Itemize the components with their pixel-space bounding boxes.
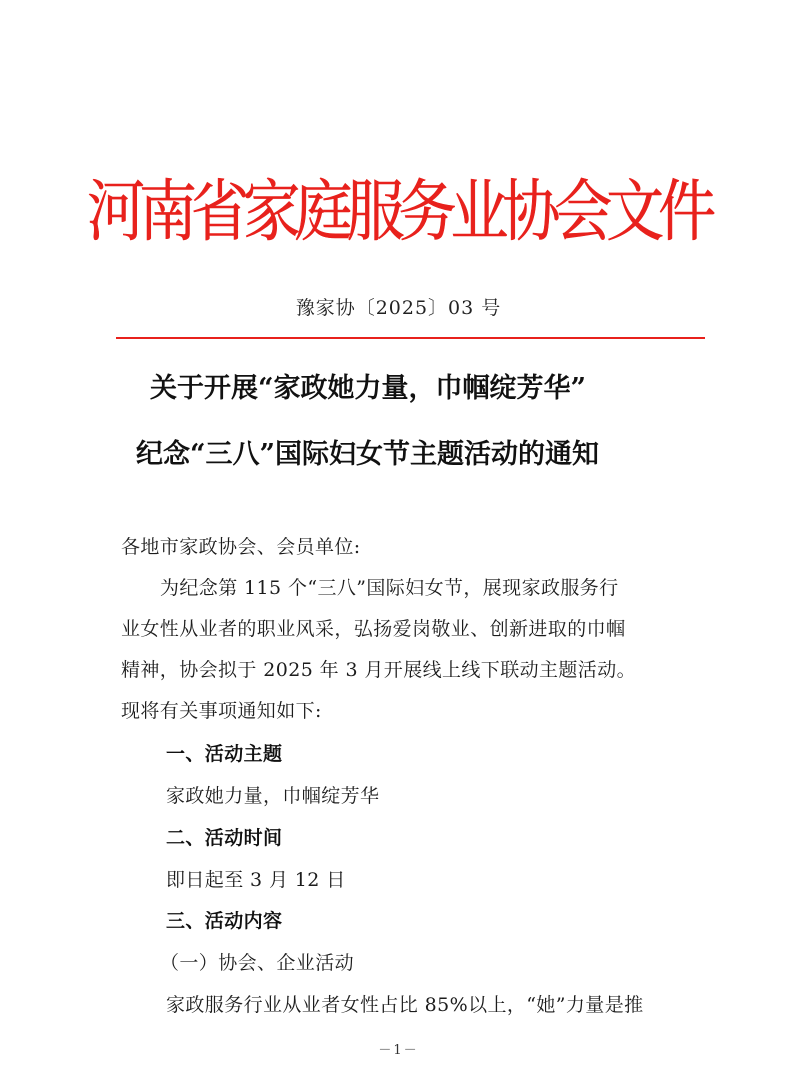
section-heading-theme: 一、活动主题 (166, 743, 283, 765)
section-heading-time: 二、活动时间 (166, 827, 283, 849)
page-number: －1－ (378, 1043, 419, 1058)
intro-paragraph-line: 现将有关事项通知如下: (121, 700, 322, 722)
document-number: 豫家协〔2025〕03 号 (295, 297, 502, 319)
red-divider-line (116, 337, 705, 339)
section-heading-content: 三、活动内容 (166, 910, 283, 932)
subsection-heading: （一）协会、企业活动 (160, 952, 355, 974)
notice-title-line-1: 关于开展“家政她力量，巾帼绽芳华” (150, 373, 587, 404)
salutation: 各地市家政协会、会员单位: (121, 536, 361, 558)
body-paragraph-line: 家政服务行业从业者女性占比 85%以上，“她”力量是推 (166, 994, 644, 1016)
document-masthead: 河南省家庭服务业协会文件 (86, 172, 711, 251)
notice-title-line-2: 纪念“三八”国际妇女节主题活动的通知 (136, 439, 600, 470)
section-content-time: 即日起至 3 月 12 日 (166, 869, 346, 891)
section-content-theme: 家政她力量，巾帼绽芳华 (166, 785, 380, 807)
intro-paragraph-line: 业女性从业者的职业风采，弘扬爱岗敬业、创新进取的巾帼 (121, 618, 626, 640)
intro-paragraph-line: 精神，协会拟于 2025 年 3 月开展线上线下联动主题活动。 (121, 659, 637, 681)
intro-paragraph-line: 为纪念第 115 个“三八”国际妇女节，展现家政服务行 (160, 577, 619, 599)
